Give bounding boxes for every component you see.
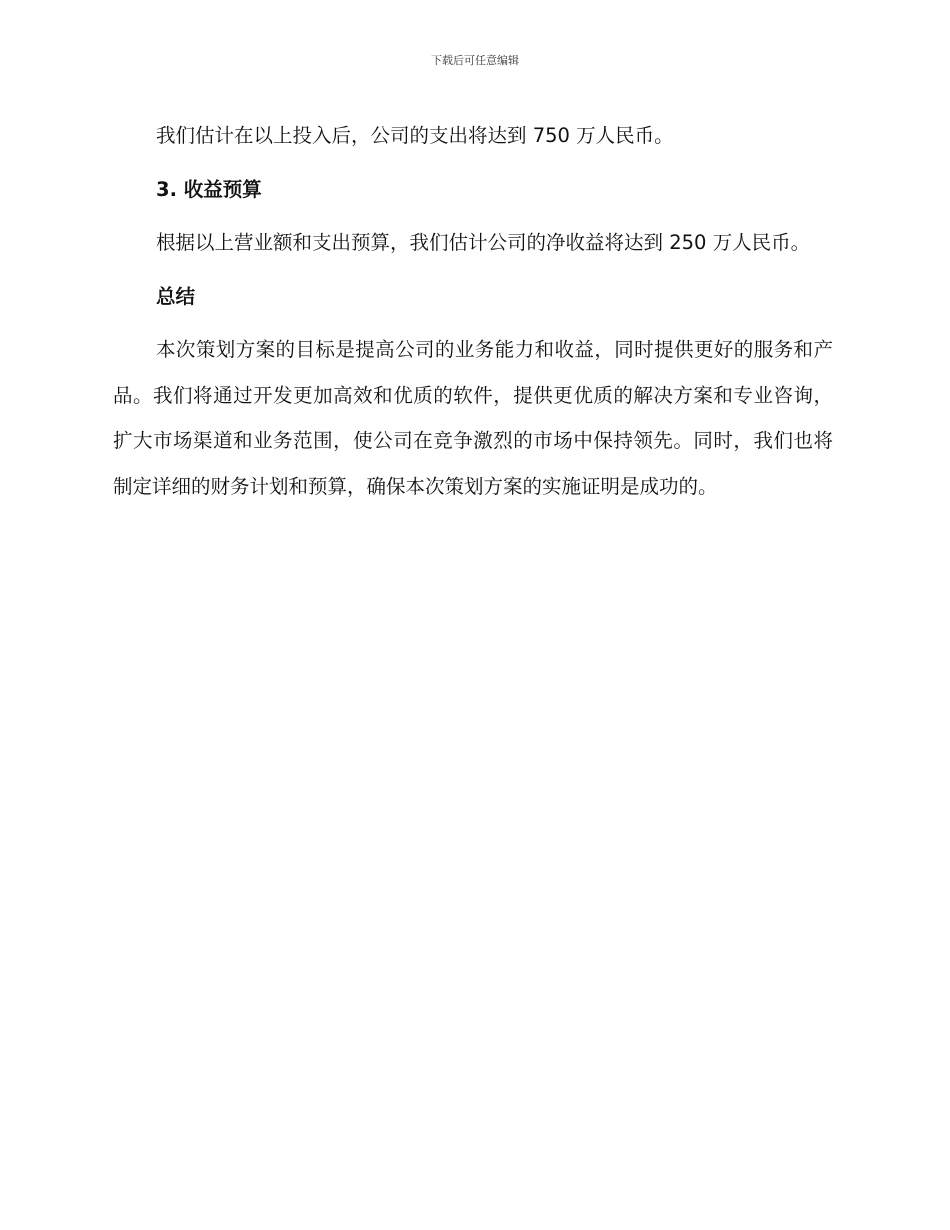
paragraph-revenue: 根据以上营业额和支出预算，我们估计公司的净收益将达到 250 万人民币。 bbox=[156, 231, 811, 254]
heading-revenue-budget: 3. 收益预算 bbox=[156, 177, 262, 201]
page-header: 下载后可任意编辑 bbox=[431, 54, 519, 67]
document-body bbox=[113, 113, 833, 509]
paragraph-summary: 本次策划方案的目标是提高公司的业务能力和收益，同时提供更好的服务和产品。我们将通过开发更加高效和优质的软件，提供更优质的解决方案和专业咨询，扩大市场渠道和业务范围，使公司在竞争激烈的市场中保持领先。同时，我们也将制定详细的财务计划和预算，确保本次策划方案的实施证明是成功的。 bbox=[113, 338, 833, 498]
heading-summary: 总结 bbox=[156, 284, 196, 308]
paragraph-expense: 我们估计在以上投入后，公司的支出将达到 750 万人民币。 bbox=[156, 124, 674, 147]
